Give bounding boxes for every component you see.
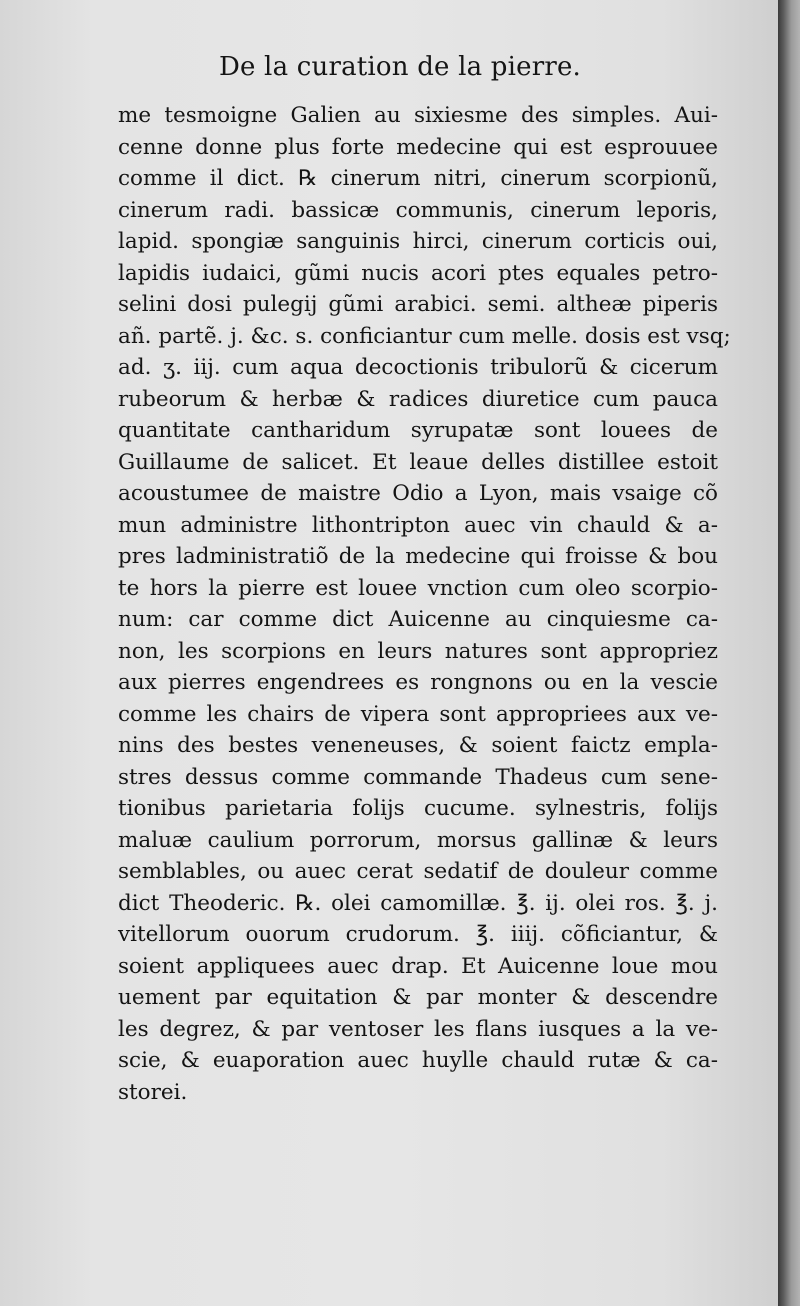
text-line: storei. [118, 1079, 188, 1105]
text-line: lapidis iudaici, gũmi nucis acori ptes equales petro- [118, 260, 718, 286]
text-line: aux pierres engendrees es rongnons ou en la vescie [118, 670, 718, 695]
text-line: acoustumee de maistre Odio a Lyon, mais vsaige cõ [118, 481, 718, 506]
text-line: quantitate cantharidum syrupatæ sont louees de [118, 418, 718, 443]
text-line: dict Theoderic. ℞. olei camomillæ. ℥. ij. olei ros. ℥. j. [118, 890, 718, 916]
text-line: lapid. spongiæ sanguinis hirci, cinerum corticis oui, [118, 229, 718, 254]
text-line: pres ladministratiõ de la medecine qui froisse & bou [118, 544, 718, 569]
text-line: num: car comme dict Auicenne au cinquiesme ca- [118, 607, 718, 632]
text-line: comme les chairs de vipera sont appropriees aux ve- [118, 701, 718, 727]
page-edge [778, 0, 800, 1306]
text-line: maluæ caulium porrorum, morsus gallinæ & leurs [118, 827, 718, 853]
text-line: rubeorum & herbæ & radices diuretice cum pauca [118, 386, 718, 412]
text-line: nins des bestes veneneuses, & soient faictz empla- [118, 733, 718, 758]
text-line: me tesmoigne Galien au sixiesme des simples. Aui- [118, 103, 718, 128]
text-line: semblables, ou auec cerat sedatif de douleur comme [118, 859, 718, 884]
text-line: les degrez, & par ventoser les flans iusques a la ve- [118, 1016, 718, 1042]
text-line: Guillaume de salicet. Et leaue delles distillee estoit [118, 449, 718, 475]
text-line: tionibus parietaria folijs cucume. sylnestris, folijs [118, 796, 718, 821]
text-line: mun administre lithontripton auec vin chauld & a- [118, 512, 718, 538]
text-line: cenne donne plus forte medecine qui est esprouuee [118, 134, 718, 160]
text-line: comme il dict. ℞ cinerum nitri, cinerum scorpionũ, [118, 166, 718, 191]
body-text [118, 100, 731, 1108]
text-line: cinerum radi. bassicæ communis, cinerum leporis, [118, 197, 718, 223]
running-title: De la curation de la pierre. [218, 52, 582, 82]
text-line: ad. ʒ. iij. cum aqua decoctionis tribulorũ & cicerum [118, 355, 718, 380]
text-line: te hors la pierre est louee vnction cum oleo scorpio- [118, 575, 718, 601]
text-line: vitellorum ouorum crudorum. ℥. iiij. cõficiantur, & [118, 922, 718, 947]
text-line: selini dosi pulegij gũmi arabici. semi. altheæ piperis [118, 292, 718, 317]
text-line: non, les scorpions en leurs natures sont appropriez [118, 638, 718, 664]
text-line: stres dessus comme commande Thadeus cum sene- [118, 764, 718, 790]
text-line: scie, & euaporation auec huylle chauld rutæ & ca- [118, 1048, 718, 1073]
text-line: soient appliquees auec drap. Et Auicenne loue mou [118, 953, 718, 979]
text-line: añ. partẽ. j. &c. s. conficiantur cum melle. dosis est vsq; [118, 323, 731, 349]
text-line: uement par equitation & par monter & descendre [118, 985, 718, 1010]
